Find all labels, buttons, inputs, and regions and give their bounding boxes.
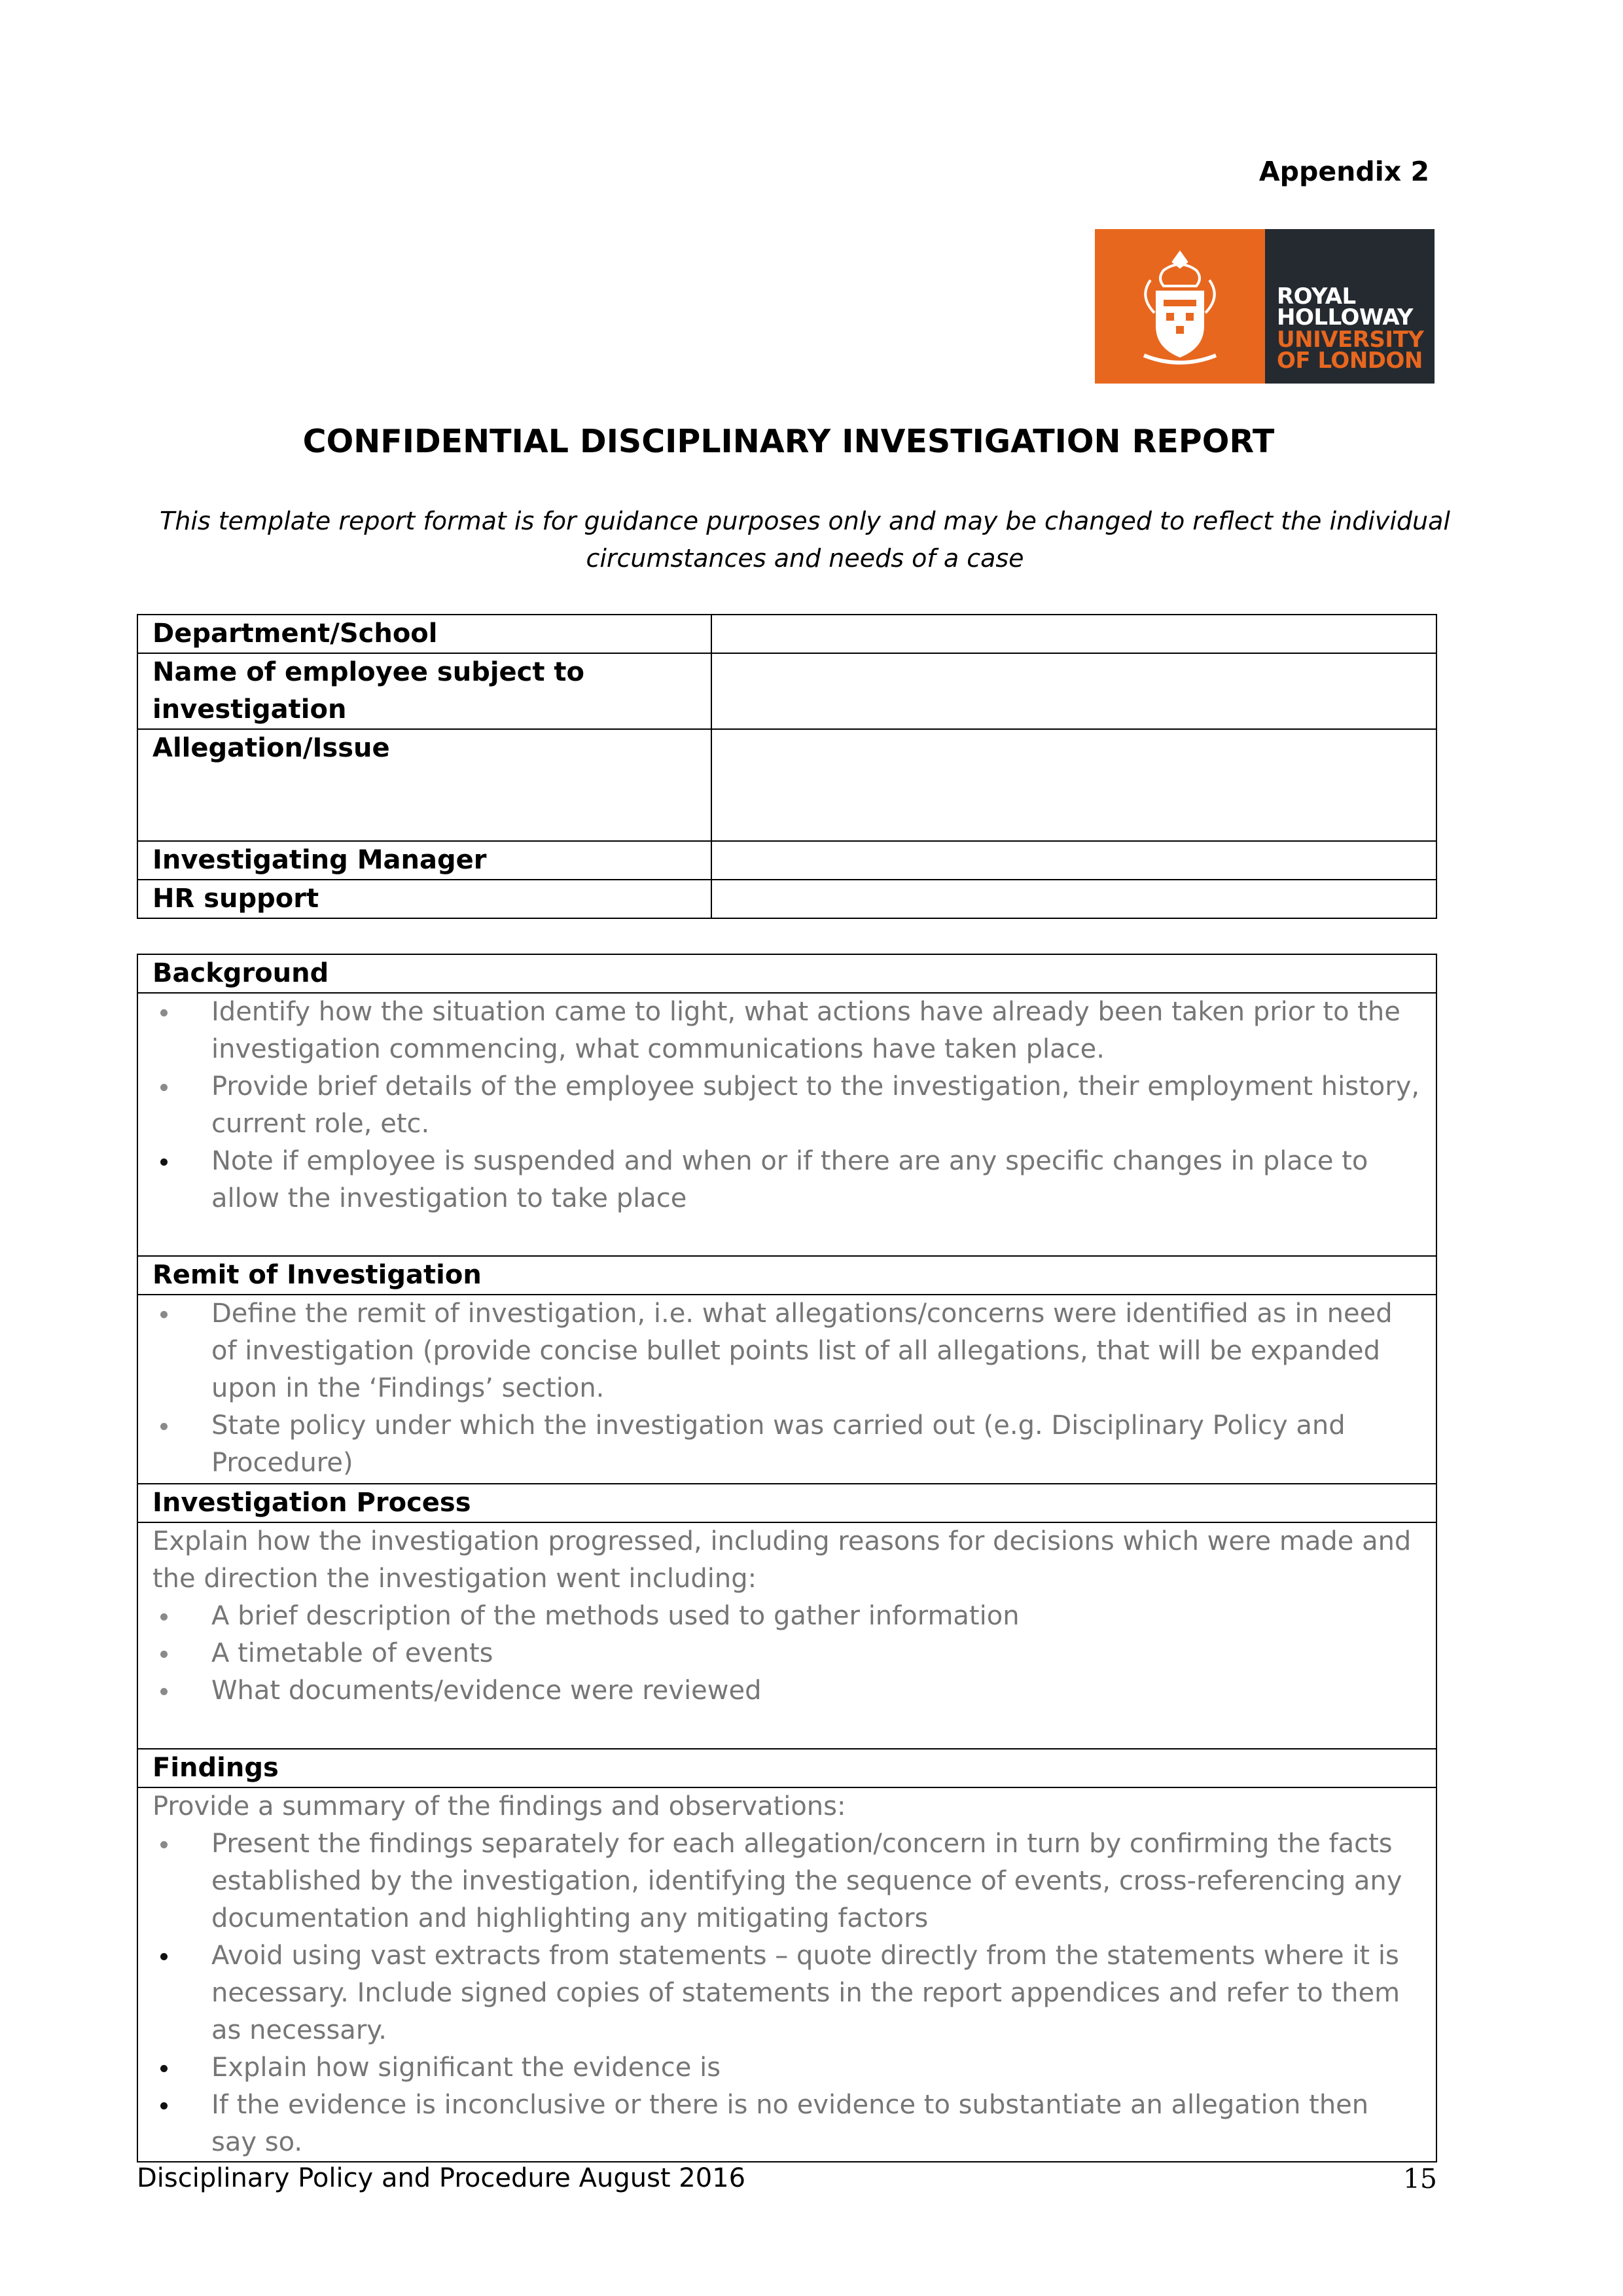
list-item [152, 1407, 1421, 1482]
row-label: Name of employee subject to investigation [137, 653, 711, 729]
row-label: Allegation/Issue [137, 729, 711, 841]
page-number: 15 [1402, 2163, 1437, 2195]
section-heading-remit: Remit of Investigation [138, 1257, 1436, 1295]
list-item [152, 994, 1421, 1068]
list-item [152, 1598, 1421, 1635]
row-value-field[interactable] [711, 729, 1436, 841]
report-subtitle: This template report format is for guidance purposes only and may be changed to reflect the individual circumstances and needs of a case [160, 507, 1450, 573]
bullet-icon [160, 1688, 168, 1695]
list-item [152, 1295, 1421, 1407]
bullet-text: State policy under which the investigation was carried out (e.g. Disciplinary Policy and Procedure) [211, 1410, 1346, 1478]
logo-line: UNIVERSITY [1277, 327, 1424, 353]
row-value-field[interactable] [711, 615, 1436, 653]
row-value-field[interactable] [711, 880, 1436, 918]
table-row [137, 653, 1436, 729]
bullet-icon [160, 1423, 168, 1430]
bullet-text: Provide brief details of the employee subject to the investigation, their employment history, current role, etc. [211, 1071, 1420, 1139]
list-item [152, 1068, 1421, 1143]
row-label: HR support [137, 880, 711, 918]
bullet-icon [160, 1009, 168, 1016]
section-intro: Explain how the investigation progressed, including reasons for decisions which were made and the direction the investigation went including: [152, 1526, 1412, 1594]
list-item [152, 1937, 1421, 2049]
logo-line: OF LONDON [1277, 348, 1423, 374]
section-intro: Provide a summary of the findings and observations: [152, 1791, 846, 1821]
section-body-findings[interactable] [138, 1788, 1436, 2161]
section-body-background[interactable] [138, 994, 1436, 1257]
bullet-icon [160, 1311, 168, 1318]
bullet-text: A timetable of events [211, 1638, 493, 1668]
bullet-text: Define the remit of investigation, i.e. what allegations/concerns were identified as in need of investigation (provide concise bullet points list of all allegations, that will be expanded upon in the ‘Findings’ section. [211, 1299, 1393, 1403]
section-heading-findings: Findings [138, 1749, 1436, 1788]
list-item [152, 1672, 1421, 1710]
bullet-text: Explain how significant the evidence is [211, 2053, 721, 2083]
table-row [137, 615, 1436, 653]
row-value-field[interactable] [711, 841, 1436, 880]
table-row [137, 841, 1436, 880]
row-label: Department/School [137, 615, 711, 653]
logo-line: ROYAL [1277, 283, 1356, 310]
bullet-text: A brief description of the methods used to gather information [211, 1601, 1020, 1631]
logo-wordmark [1265, 229, 1435, 384]
table-row [137, 729, 1436, 841]
table-row [137, 880, 1436, 918]
list-item [152, 1825, 1421, 1937]
section-body-process[interactable] [138, 1523, 1436, 1749]
section-body-remit[interactable] [138, 1295, 1436, 1484]
bullet-icon [160, 1953, 168, 1960]
appendix-label: Appendix 2 [1258, 156, 1429, 187]
list-item [152, 2087, 1421, 2161]
bullet-icon [160, 1841, 168, 1848]
bullet-text: If the evidence is inconclusive or there is no evidence to substantiate an allegation then say so. [211, 2090, 1369, 2157]
bullet-icon [160, 1158, 168, 1166]
bullet-text: What documents/evidence were reviewed [211, 1676, 762, 1706]
report-sections [137, 954, 1437, 2162]
bullet-icon [160, 1084, 168, 1091]
bullet-text: Present the findings separately for each allegation/concern in turn by confirming the facts established by the investigation, identifying the sequence of events, cross-referencing any documentation and highlighting any mitigating factors [211, 1829, 1402, 1933]
details-table [137, 614, 1437, 919]
section-heading-process: Investigation Process [138, 1484, 1436, 1523]
bullet-text: Note if employee is suspended and when or if there are any specific changes in place to allow the investigation to take place [211, 1146, 1368, 1213]
footer-document-title: Disciplinary Policy and Procedure August 2016 [137, 2163, 746, 2193]
list-item [152, 2049, 1421, 2087]
logo-line: HOLLOWAY [1277, 304, 1414, 331]
section-heading-background: Background [138, 955, 1436, 994]
list-item [152, 1635, 1421, 1672]
list-item [152, 1143, 1421, 1217]
bullet-icon [160, 2065, 168, 2072]
bullet-icon [160, 1651, 168, 1658]
bullet-text: Identify how the situation came to light, what actions have already been taken prior to the investigation commencing, what communications have taken place. [211, 997, 1400, 1064]
bullet-text: Avoid using vast extracts from statements – quote directly from the statements where it is necessary. Include signed copies of statements in the report appendices and refer to them as necessary. [211, 1941, 1400, 2045]
report-title: CONFIDENTIAL DISCIPLINARY INVESTIGATION REPORT [302, 423, 1275, 460]
crest-icon [1095, 229, 1265, 384]
bullet-icon [160, 1613, 168, 1621]
university-logo [1095, 229, 1435, 384]
bullet-icon [160, 2102, 168, 2109]
row-value-field[interactable] [711, 653, 1436, 729]
row-label: Investigating Manager [137, 841, 711, 880]
